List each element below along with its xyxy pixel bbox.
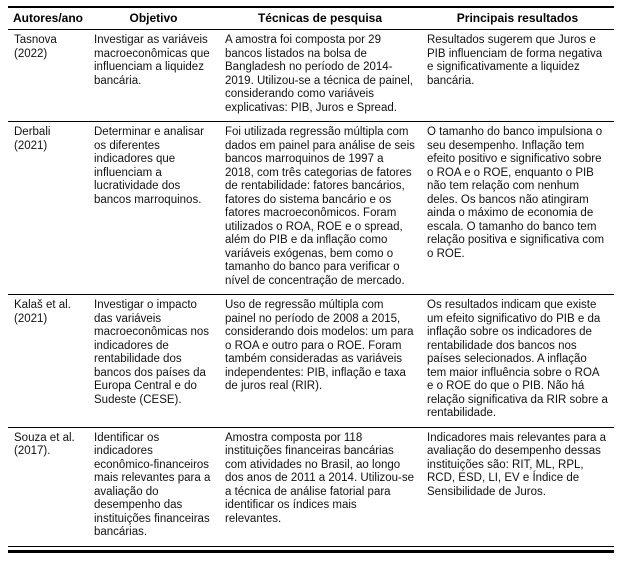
objective-cell: Investigar as variáveis macroeconômicas que influenciam a liquidez bancária. [88, 30, 219, 122]
header-autores-ano: Autores/ano [8, 7, 88, 30]
results-cell: Os resultados indicam que existe um efeito significativo do PIB e da inflação sobre os indicadores de rentabilidade dos bancos nos países selecionados. A inflação tem maior influência sobre o ROA e o ROE do que o PIB. Não há relação significativa da RIR sobre a rentabilidade. [421, 295, 614, 428]
literature-review-table [8, 6, 614, 547]
authors-cell: Derbali (2021) [8, 122, 88, 295]
authors-cell: Kalaš et al. (2021) [8, 295, 88, 428]
literature-table-wrapper [8, 6, 614, 553]
techniques-cell: A amostra foi composta por 29 bancos listados na bolsa de Bangladesh no período de 2014-2019. Utilizou-se a técnica de painel, considerando como variáveis explicativas: PIB, Juros e Spread. [219, 30, 421, 122]
header-objetivo: Objetivo [88, 7, 219, 30]
results-cell: Indicadores mais relevantes para a avaliação do desempenho dessas instituições são: RIT, ML, RPL, RCD, ESD, LI, EV e Índice de Sensibilidade de Juros. [421, 427, 614, 546]
results-cell: Resultados sugerem que Juros e PIB influenciam de forma negativa e significativamente a liquidez bancária. [421, 30, 614, 122]
authors-cell: Souza et al. (2017). [8, 427, 88, 546]
table-row-tasnova [8, 30, 614, 122]
objective-cell: Determinar e analisar os diferentes indicadores que influenciam a lucratividade dos bancos marroquinos. [88, 122, 219, 295]
objective-cell: Identificar os indicadores econômico-financeiros mais relevantes para a avaliação do desempenho das instituições financeiras bancárias. [88, 427, 219, 546]
results-cell: O tamanho do banco impulsiona o seu desempenho. Inflação tem efeito positivo e significativo sobre o ROA e o ROE, enquanto o PIB não tem relação com nenhum deles. Os bancos não atingiram ainda o máximo de economia de escala. O tamanho do banco tem relação positiva e significativa com o ROE. [421, 122, 614, 295]
table-row-derbali [8, 122, 614, 295]
header-principais-resultados: Principais resultados [421, 7, 614, 30]
table-row-kalas [8, 295, 614, 428]
authors-cell: Tasnova (2022) [8, 30, 88, 122]
techniques-cell: Uso de regressão múltipla com painel no período de 2008 a 2015, considerando dois modelos: um para o ROA e outro para o ROE. Foram também consideradas as variáveis independentes: PIB, inflação e taxa de juros real (RIR). [219, 295, 421, 428]
techniques-cell: Foi utilizada regressão múltipla com dados em painel para análise de seis bancos marroquinos de 1997 a 2018, com três categorias de fatores de rentabilidade: fatores bancários, fatores do sistema bancário e os fatores macroeconômicos. Foram utilizados o ROA, ROE e o spread, além do PIB e da inflação como variáveis exógenas, bem como o tamanho do banco para verificar o nível de concentração de mercado. [219, 122, 421, 295]
objective-cell: Investigar o impacto das variáveis macroeconômicas nos indicadores de rentabilidade dos bancos dos países da Europa Central e do Sudeste (CESE). [88, 295, 219, 428]
header-row [8, 7, 614, 30]
table-row-souza [8, 427, 614, 546]
techniques-cell: Amostra composta por 118 instituições financeiras bancárias com atividades no Brasil, ao longo dos anos de 2011 a 2014. Utilizou-se a técnica de análise fatorial para identificar os índices mais relevantes. [219, 427, 421, 546]
header-tecnicas-pesquisa: Técnicas de pesquisa [219, 7, 421, 30]
